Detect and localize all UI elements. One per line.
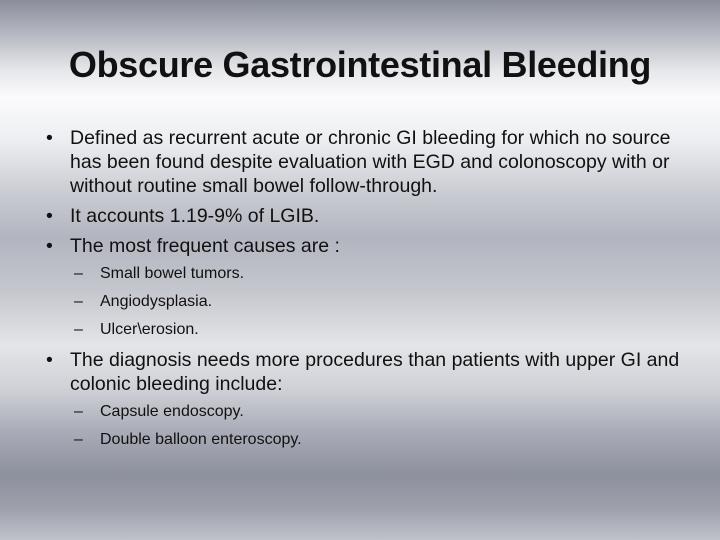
bullet-marker: • xyxy=(46,349,53,371)
sub-bullet-angiodysplasia xyxy=(44,292,684,312)
sub-bullet-marker: – xyxy=(74,321,83,338)
sub-bullet-marker: – xyxy=(74,265,83,282)
sub-bullet-text: Small bowel tumors. xyxy=(100,265,245,282)
sub-bullet-enteroscopy xyxy=(44,430,684,450)
slide-content xyxy=(44,126,684,458)
sub-bullet-ulcer xyxy=(44,320,684,340)
bullet-text: Defined as recurrent acute or chronic GI bleeding for which no source has been found despite evaluation with EGD and colonoscopy with or without routine small bowel follow-through. xyxy=(70,127,671,197)
sub-bullet-capsule xyxy=(44,402,684,422)
sub-bullet-text: Ulcer\erosion. xyxy=(100,321,199,338)
sub-bullet-tumors xyxy=(44,264,684,284)
sub-bullet-text: Angiodysplasia. xyxy=(100,293,213,310)
bullet-marker: • xyxy=(46,205,53,227)
bullet-text: The most frequent causes are : xyxy=(70,235,340,257)
sub-bullet-marker: – xyxy=(74,293,83,310)
sub-bullet-marker: – xyxy=(74,403,83,420)
bullet-diagnosis xyxy=(44,348,684,396)
sub-bullet-marker: – xyxy=(74,431,83,448)
bullet-incidence xyxy=(44,204,684,228)
bullet-causes xyxy=(44,234,684,258)
sub-bullet-text: Capsule endoscopy. xyxy=(100,403,244,420)
bullet-marker: • xyxy=(46,235,53,257)
slide-title: Obscure Gastrointestinal Bleeding xyxy=(68,44,652,85)
bullet-text: It accounts 1.19-9% of LGIB. xyxy=(70,205,320,227)
sub-bullet-text: Double balloon enteroscopy. xyxy=(100,431,302,448)
bullet-marker: • xyxy=(46,127,53,149)
bullet-text: The diagnosis needs more procedures than patients with upper GI and colonic bleeding include: xyxy=(70,349,680,395)
bullet-definition xyxy=(44,126,684,198)
